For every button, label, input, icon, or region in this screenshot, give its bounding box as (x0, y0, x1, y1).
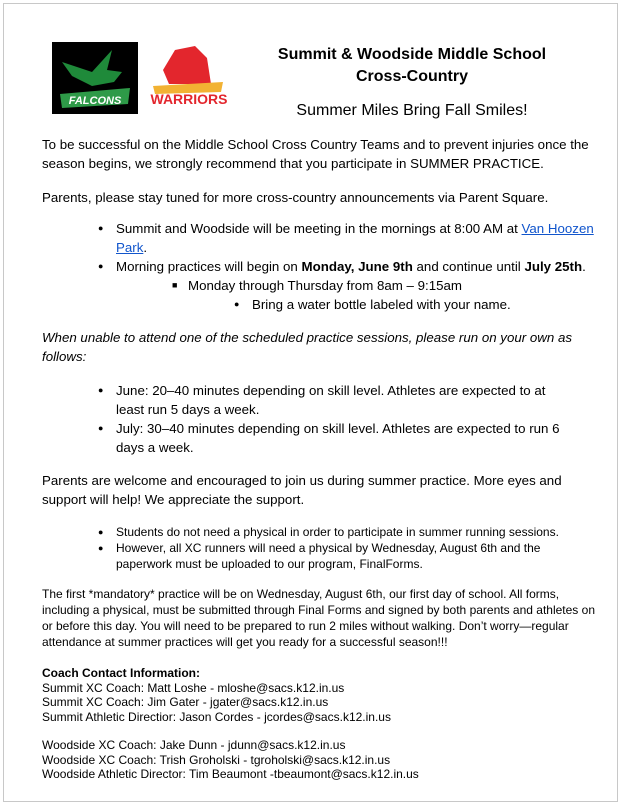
svg-text:WARRIORS: WARRIORS (150, 91, 228, 107)
list-item (42, 257, 597, 276)
list-item-text: and continue until (412, 259, 525, 274)
page-title: Summit & Woodside Middle School (277, 46, 547, 63)
page-title-line2: Cross-Country (355, 68, 468, 85)
unable-paragraph: When unable to attend one of the scheduled practice sessions, please run on your own as follows: (42, 330, 572, 364)
plan-list (42, 381, 597, 457)
list-item-text: Morning practices will begin on (116, 259, 302, 274)
document-page (3, 3, 618, 802)
contact-line: Summit XC Coach: Jim Gater - jgater@sacs.k12.in.us (42, 695, 329, 709)
announce-paragraph: Parents, please stay tuned for more cross-country announcements via Parent Square. (42, 190, 549, 205)
contact-line: Woodside Athletic Director: Tim Beaumont -tbeaumont@sacs.k12.in.us (42, 767, 419, 781)
falcons-logo (52, 42, 138, 114)
contact-line: Summit Athletic Directior: Jason Cordes - jcordes@sacs.k12.in.us (42, 709, 391, 724)
document-body (42, 135, 597, 782)
contact-line: Summit XC Coach: Matt Loshe - mloshe@sacs.k12.in.us (42, 680, 345, 695)
parents-paragraph: Parents are welcome and encouraged to join us during summer practice. More eyes and support will help! We appreciate the support. (42, 473, 562, 507)
contact-line: Woodside XC Coach: Trish Groholski - tgroholski@sacs.k12.in.us (42, 752, 391, 767)
physical-list (42, 524, 597, 572)
list-item-text: . (582, 259, 586, 274)
list-item (42, 219, 597, 257)
coach-contacts (42, 666, 597, 782)
list-item: ■ Monday through Thursday from 8am – 9:15am (42, 276, 597, 295)
list-item: ● July: 30–40 minutes depending on skill level. Athletes are expected to run 6 days a week. (42, 419, 577, 457)
mandatory-paragraph: The first *mandatory* practice will be on Wednesday, August 6th, our first day of school. All forms, including a physical, must be submitted through Final Forms and signed by both parents and athletes on or before this day. You will need to be prepared to run 2 miles without walking. Don’t worry—regular attendance at summer practices will get you ready for a successful season!!! (42, 587, 595, 649)
schedule-list (42, 219, 597, 314)
list-item-text: Summit and Woodside will be meeting in the mornings at 8:00 AM at (116, 221, 522, 236)
intro-paragraph: To be successful on the Middle School Cross Country Teams and to prevent injuries once the season begins, we strongly recommend that you participate in SUMMER PRACTICE. (42, 137, 589, 171)
list-item: ● However, all XC runners will need a physical by Wednesday, August 6th and the paperwork must be uploaded to our program, FinalForms. (42, 540, 567, 572)
subtitle: Summer Miles Bring Fall Smiles! (296, 102, 528, 119)
list-item-text: . (143, 240, 148, 255)
list-item: ● Students do not need a physical in order to participate in summer running sessions. (42, 524, 567, 540)
contacts-heading: Coach Contact Information: (42, 666, 200, 680)
start-date: Monday, June 9th (301, 259, 413, 274)
svg-text:FALCONS: FALCONS (68, 95, 122, 107)
warriors-logo (145, 44, 231, 110)
end-date: July 25th (524, 259, 583, 274)
van-hoozen-park-link[interactable]: Van Hoozen Park (116, 221, 594, 255)
list-item: ● June: 20–40 minutes depending on skill level. Athletes are expected to at least run 5 days a week. (42, 381, 577, 419)
list-item: ● Bring a water bottle labeled with your name. (42, 295, 597, 314)
contact-line: Woodside XC Coach: Jake Dunn - jdunn@sacs.k12.in.us (42, 738, 346, 752)
